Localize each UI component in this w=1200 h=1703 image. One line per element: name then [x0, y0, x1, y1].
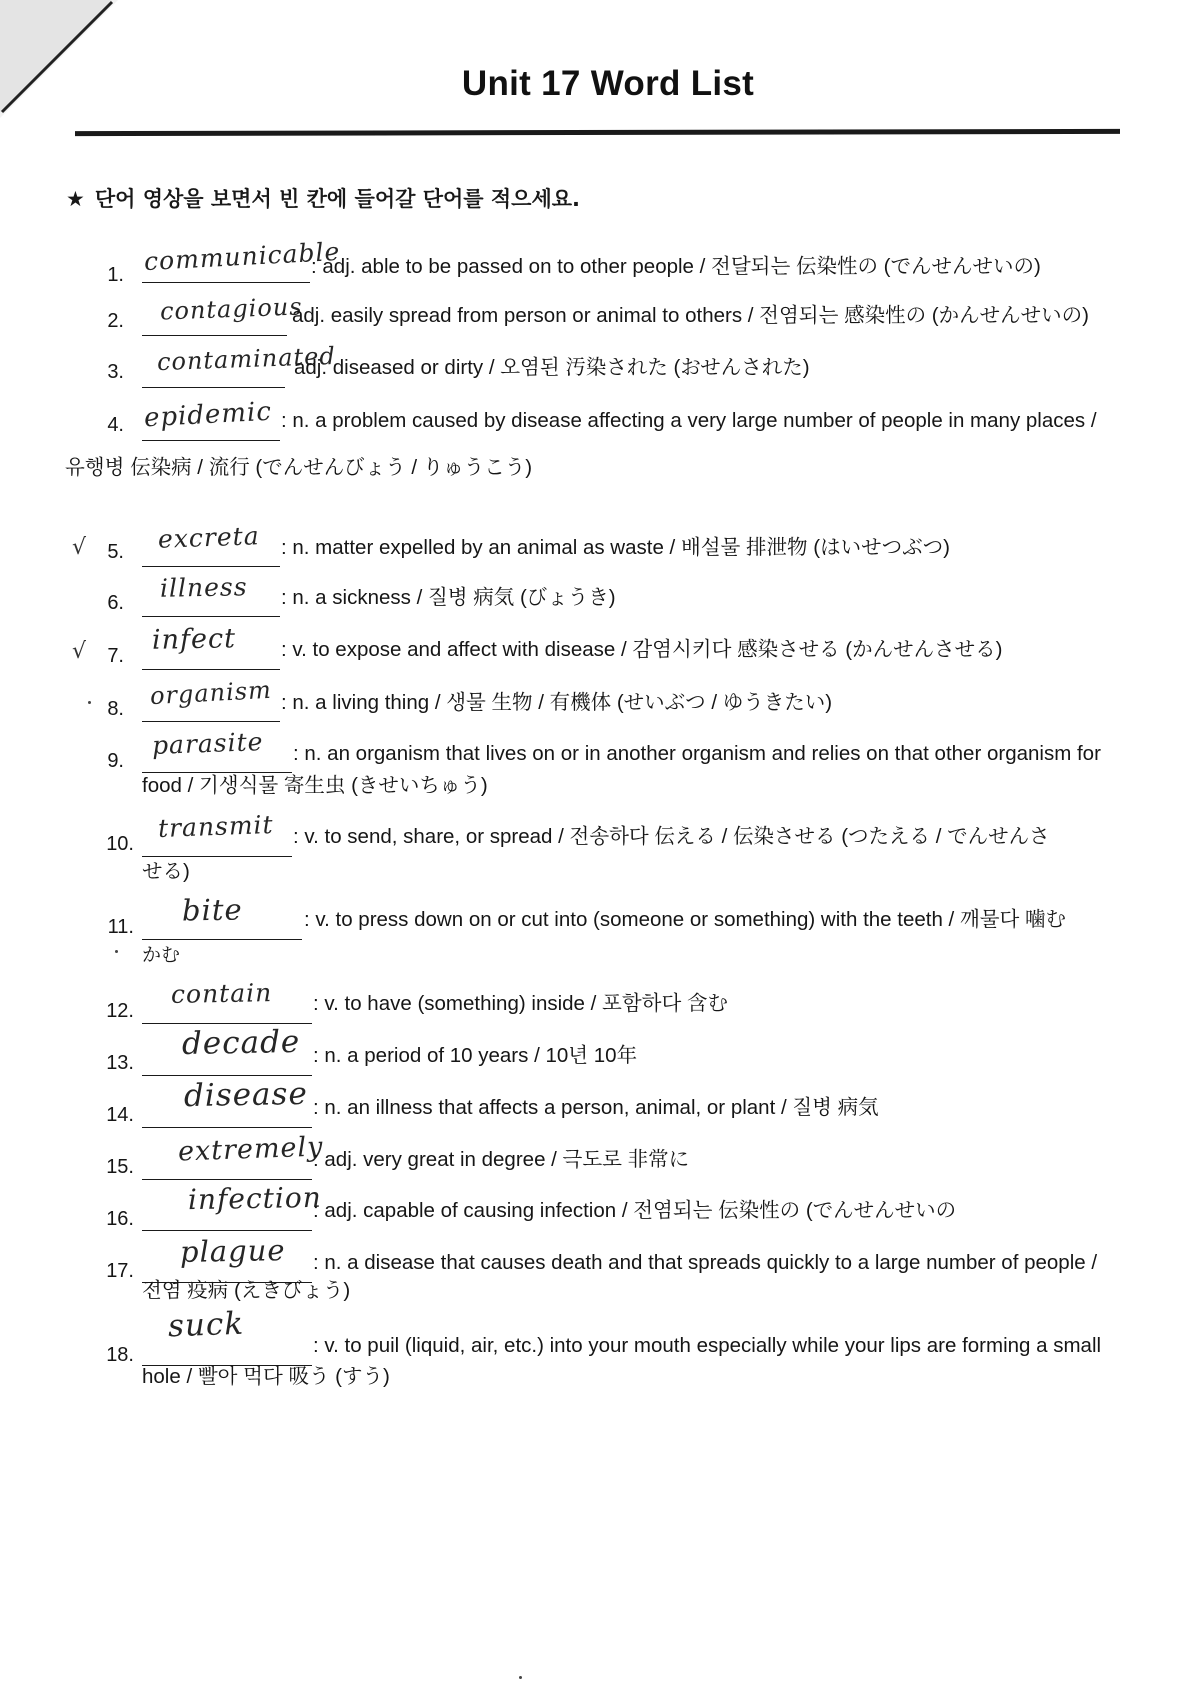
instruction-text: 단어 영상을 보면서 빈 칸에 들어갈 단어를 적으세요.	[94, 187, 580, 211]
scan-speck	[88, 701, 91, 704]
entry-number: 17.	[106, 1260, 134, 1282]
entry-number: 8.	[107, 698, 124, 720]
definition: : n. a sickness / 질병 病気 (びょうき)	[281, 586, 616, 609]
entry-number: 6.	[107, 592, 124, 614]
entry-number: 14.	[106, 1104, 134, 1126]
handwritten-answer: epidemic	[143, 396, 273, 434]
entry-number: 3.	[107, 361, 124, 383]
definition-continuation: かむ	[142, 945, 181, 966]
title-divider	[75, 129, 1120, 136]
definition: : n. an illness that affects a person, animal, or plant / 질병 病気	[313, 1096, 879, 1119]
entry-number: 2.	[107, 310, 124, 332]
scan-speck	[519, 1676, 522, 1679]
handwritten-answer: organism	[149, 675, 273, 711]
handwritten-answer: contaminated	[156, 341, 337, 377]
entry-number: 4.	[107, 414, 124, 436]
definition: adj. diseased or dirty / 오염된 汚染された (おせんされた)	[294, 356, 810, 379]
definition: : n. a period of 10 years / 10년 10年	[313, 1044, 638, 1067]
handwritten-answer: suck	[167, 1305, 245, 1345]
instruction	[66, 183, 580, 213]
checkmark: √	[72, 535, 87, 560]
definition: adj. easily spread from person or animal to others / 전염되는 感染性の (かんせんせいの)	[292, 304, 1089, 327]
definition-continuation: hole / 빨아 먹다 吸う (すう)	[142, 1365, 390, 1388]
scan-speck	[115, 950, 118, 953]
handwritten-answer: infection	[187, 1180, 322, 1217]
definition: : v. to press down on or cut into (someone or something) with the teeth / 깨물다 噛む	[304, 908, 1067, 931]
entry-number: 16.	[106, 1208, 134, 1230]
page-title: Unit 17 Word List	[461, 64, 755, 103]
definition: : v. to puil (liquid, air, etc.) into your mouth especially while your lips are forming a small	[313, 1334, 1102, 1357]
definition: : n. a problem caused by disease affecting a very large number of people in many places /	[281, 409, 1097, 432]
definition: : n. matter expelled by an animal as waste / 배설물 排泄物 (はいせつぶつ)	[281, 536, 950, 559]
handwritten-answer: excreta	[157, 521, 261, 554]
definition-continuation: 전염 疫病 (えきびょう)	[142, 1279, 351, 1302]
entry-number: 5.	[107, 541, 124, 563]
star-icon: ★	[66, 187, 85, 211]
definition: : v. to send, share, or spread / 전송하다 伝える / 伝染させる (つたえる / でんせんさ	[293, 825, 1050, 848]
definition: : n. a disease that causes death and that spreads quickly to a large number of people /	[313, 1251, 1098, 1274]
definition: : v. to have (something) inside / 포함하다 含む	[313, 992, 728, 1015]
entry-number: 15.	[106, 1156, 134, 1178]
handwritten-answer: infect	[151, 623, 237, 656]
handwritten-answer: transmit	[157, 809, 275, 844]
definition: : n. a living thing / 생물 生物 / 有機体 (せいぶつ / ゆうきたい)	[281, 691, 833, 714]
handwritten-answer: parasite	[151, 727, 264, 760]
handwritten-answer: disease	[183, 1075, 309, 1115]
entry-number: 1.	[107, 264, 124, 286]
entry-number: 7.	[107, 645, 124, 667]
handwritten-answer: decade	[181, 1023, 301, 1063]
entry-number: 13.	[106, 1052, 134, 1074]
checkmark: √	[72, 639, 87, 664]
definition: : adj. very great in degree / 극도로 非常に	[313, 1148, 690, 1171]
entry-number: 12.	[106, 1000, 134, 1022]
definition-continuation: food / 기생식물 寄生虫 (きせいちゅう)	[142, 774, 488, 797]
handwritten-answer: extremely	[177, 1131, 324, 1168]
definition-continuation: 유행병 伝染病 / 流行 (でんせんびょう / りゅうこう)	[65, 456, 533, 479]
handwritten-answer: communicable	[143, 236, 341, 277]
definition: : v. to expose and affect with disease / 감염시키다 感染させる (かんせんさせる)	[281, 638, 1003, 661]
handwritten-answer: contagious	[159, 292, 304, 326]
definition: : n. an organism that lives on or in another organism and relies on that other organism for	[293, 742, 1101, 765]
handwritten-answer: plague	[179, 1233, 286, 1269]
definition-continuation: せる)	[142, 860, 190, 883]
entry-number: 18.	[106, 1344, 134, 1366]
definition: : adj. able to be passed on to other people / 전달되는 伝染性の (でんせんせいの)	[311, 255, 1041, 278]
handwritten-answer: contain	[170, 978, 273, 1009]
entry-number: 11.	[107, 916, 134, 938]
entry-number: 9.	[107, 750, 124, 772]
definition: : adj. capable of causing infection / 전염되는 伝染性の (でんせんせいの	[313, 1199, 957, 1222]
handwritten-answer: illness	[159, 572, 248, 603]
entry-number: 10.	[106, 833, 134, 855]
handwritten-answer: bite	[181, 892, 243, 928]
